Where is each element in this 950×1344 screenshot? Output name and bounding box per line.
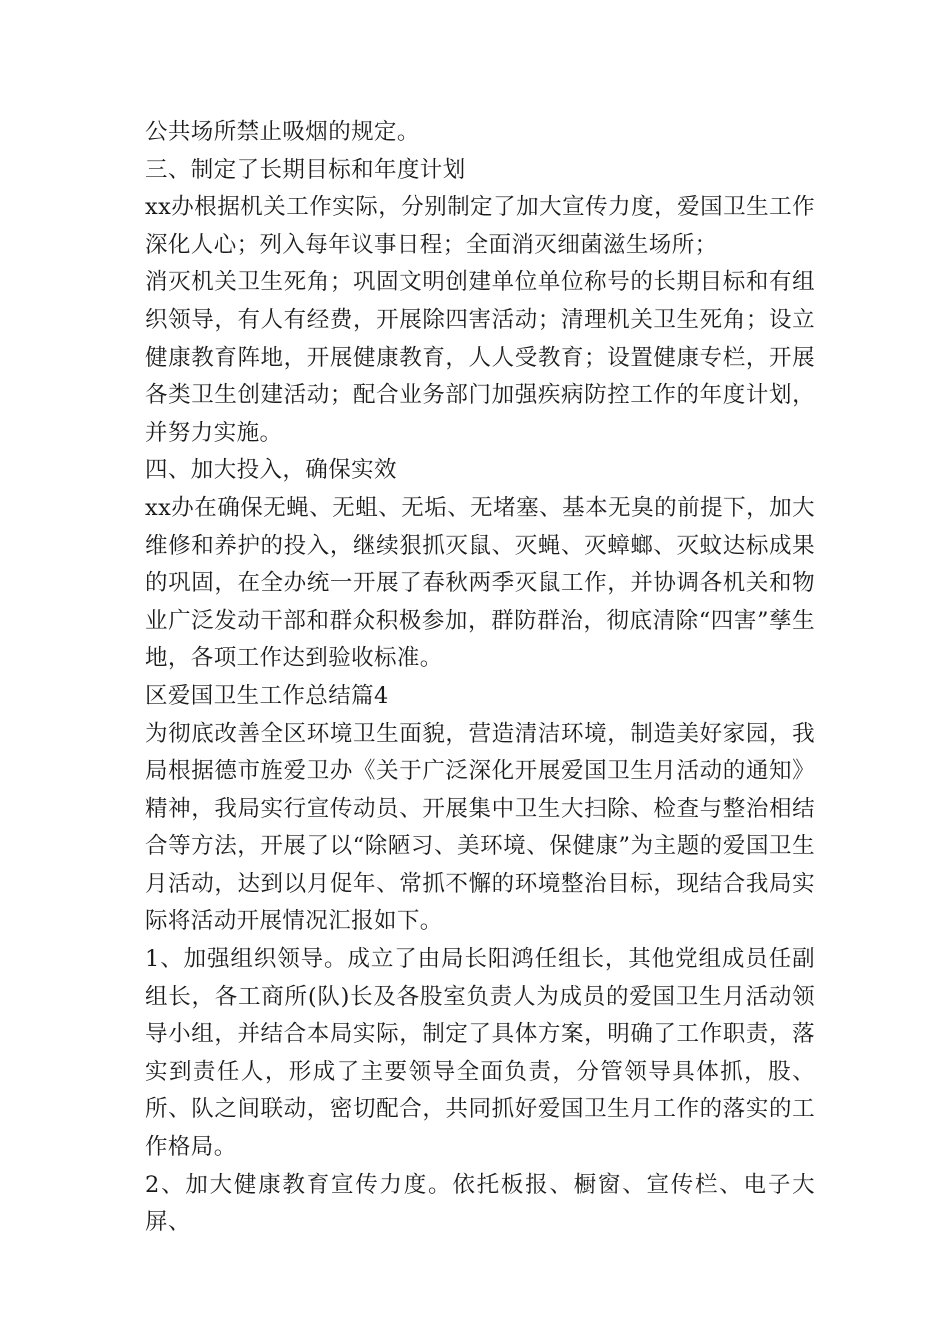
paragraph-plans-intro: xx办根据机关工作实际，分别制定了加大宣传力度，爱国卫生工作深化人心；列入每年议事日程；全面消灭细菌滋生场所； <box>145 194 815 258</box>
paragraph-item-1: 1、加强组织领导。成立了由局长阳鸿任组长，其他党组成员任副组长，各工商所(队)长及各股室负责人为成员的爱国卫生月活动领导小组，并结合本局实际，制定了具体方案，明确了工作职责，落实到责任人，形成了主要领导全面负责，分管领导具体抓，股、所、队之间联动，密切配合，共同抓好爱国卫生月工作的落实的工作格局。 <box>145 946 815 1161</box>
article-title-part-4: 区爱国卫生工作总结篇4 <box>145 682 389 709</box>
section-heading-3: 三、制定了长期目标和年度计划 <box>145 156 466 183</box>
document-body <box>145 114 815 1242</box>
paragraph-intro-part-4: 为彻底改善全区环境卫生面貌，营造清洁环境，制造美好家园，我局根据德市旌爱卫办《关于广泛深化开展爱国卫生月活动的通知》精神，我局实行宣传动员、开展集中卫生大扫除、检查与整治相结合等方法，开展了以“除陋习、美环境、保健康”为主题的爱国卫生月活动，达到以月促年、常抓不懈的环境整治目标，现结合我局实际将活动开展情况汇报如下。 <box>145 720 815 935</box>
paragraph-item-2: 2、加大健康教育宣传力度。依托板报、橱窗、宣传栏、电子大屏、 <box>145 1171 815 1236</box>
paragraph-tail-no-smoking: 公共场所禁止吸烟的规定。 <box>145 119 420 145</box>
paragraph-investment: xx办在确保无蝇、无蛆、无垢、无堵塞、基本无臭的前提下，加大维修和养护的投入，继续狠抓灭鼠、灭蝇、灭蟑螂、灭蚊达标成果的巩固，在全办统一开展了春秋两季灭鼠工作，并协调各机关和物业广泛发动干部和群众积极参加，群防群治，彻底清除“四害”孳生地，各项工作达到验收标准。 <box>145 494 815 672</box>
paragraph-plans-detail: 消灭机关卫生死角；巩固文明创建单位单位称号的长期目标和有组织领导，有人有经费，开展除四害活动；清理机关卫生死角；设立健康教育阵地，开展健康教育，人人受教育；设置健康专栏，开展各类卫生创建活动；配合业务部门加强疾病防控工作的年度计划，并努力实施。 <box>145 269 815 446</box>
section-heading-4: 四、加大投入，确保实效 <box>145 457 397 484</box>
